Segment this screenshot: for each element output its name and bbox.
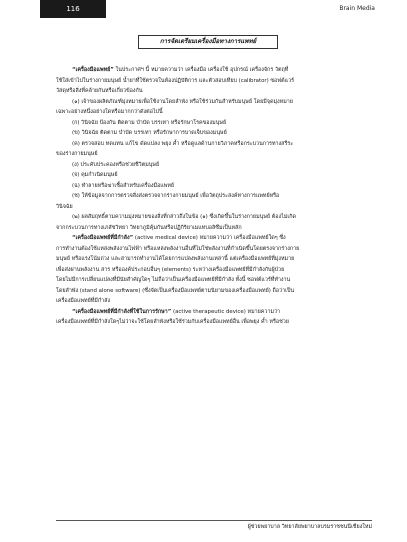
term-bold: “เครื่องมือแพทย์” — [72, 67, 114, 73]
text-line — [56, 149, 372, 160]
term-bold: “เครื่องมือแพทย์ที่มีกำลัง” — [72, 235, 134, 241]
line-text: จากกระบวนการทางเภสัชวิทยา วิทยาภูมิคุ้มกันหรือปฏิกิริยาเมแทบอลิซึมเป็นหลัก — [56, 224, 242, 231]
text-line — [56, 275, 372, 286]
line-text: วินิจฉัย — [56, 203, 73, 210]
line-text: การทำงานต้องใช้แหล่งพลังงานไฟฟ้า หรือแหล่งพลังงานอื่นที่ไม่ใช่พลังงานที่กำเนิดขึ้นโดยตรงจากร่างกาย — [56, 245, 300, 252]
text-line — [56, 317, 372, 328]
document-body — [56, 65, 372, 328]
text-line — [56, 265, 372, 276]
header-title: Brain Media — [339, 5, 375, 12]
page-header — [40, 0, 375, 18]
line-text: (จ) คุมกำเนิดมนุษย์ — [72, 172, 118, 178]
text-line — [56, 76, 372, 87]
text-line — [56, 254, 372, 265]
line-text: (ก) วินิจฉัย ป้องกัน ติดตาม บำบัด บรรเทา หรือรักษาโรคของมนุษย์ — [72, 119, 227, 126]
line-text: (ฉ) ทำลายหรือฆ่าเชื้อสำหรับเครื่องมือแพทย์ — [72, 182, 175, 189]
line-text: ของร่างกายมนุษย์ — [56, 151, 98, 157]
footer-text: ผู้ช่วยพยาบาล วิทยาลัยพยาบาลบรมราชชนนีเชียงใหม่ — [247, 524, 372, 530]
text-line — [56, 139, 372, 150]
text-line — [56, 286, 372, 297]
line-text: มนุษย์ หรือแรงโน้มถ่วง และสามารถทำงานได้โดยการแปลงพลังงานเหล่านี้ แต่เครื่องมือแพทย์ที่มุ่งหมาย — [56, 256, 295, 262]
text-line — [56, 107, 372, 118]
term-bold: “เครื่องมือแพทย์ที่มีกำลังที่ใช้ในการรักษา” — [72, 308, 172, 315]
text-line — [56, 244, 372, 255]
text-line — [56, 212, 372, 223]
text-line — [56, 296, 372, 307]
line-text: วัสดุหรือสิ่งที่คล้ายกันหรือเกี่ยวข้องกัน — [56, 88, 143, 94]
text-line — [56, 128, 372, 139]
text-line — [56, 307, 372, 318]
line-text: เฉพาะอย่างหนึ่งอย่างใดหรือมากกว่าดังต่อไปนี้ — [56, 109, 163, 115]
text-line — [56, 118, 372, 129]
line-text: (ช) ให้ข้อมูลจากการตรวจสิ่งส่งตรวจจากร่างกายมนุษย์ เพื่อวัตถุประสงค์ทางการแพทย์หรือ — [72, 193, 280, 199]
text-line — [56, 181, 372, 192]
line-text: (ง) ประคับประคองหรือช่วยชีวิตมนุษย์ — [72, 161, 160, 168]
footer-divider — [56, 520, 372, 521]
line-text: (active medical device) หมายความว่า เครื่องมือแพทย์ใดๆ ซึ่ง — [133, 235, 286, 241]
line-text: เครื่องมือแพทย์ที่มีกำลังใดๆไม่ว่าจะใช้โดยลำพังหรือใช้ร่วมกับเครื่องมือแพทย์อื่น เพื่อพยุง ค้ำ หรือช่วย — [56, 319, 289, 325]
section-title: การจัดเตรียมเครื่องมือทางการแพทย์ — [138, 35, 278, 49]
text-line — [56, 65, 372, 76]
text-line — [56, 160, 372, 171]
line-text: (ค) ตรวจสอบ ทดแทน แก้ไข ดัดแปลง พยุง ค้ำ หรือดูแลด้านกายวิภาคหรือกระบวนการทางสรีระ — [72, 140, 294, 147]
text-line — [56, 97, 372, 108]
line-text: โดยไม่มีการเปลี่ยนแปลงที่มีนัยสำคัญใดๆ ไม่ถือว่าเป็นเครื่องมือแพทย์ที่มีกำลัง ทั้งนี้ ซอฟต์แวร์ที่ทำงาน — [56, 277, 291, 283]
text-line — [56, 223, 372, 234]
page-number: 116 — [40, 0, 106, 18]
line-text: เพื่อส่งผ่านพลังงาน สาร หรือองค์ประกอบอื่นๆ (elements) ระหว่างเครื่องมือแพทย์ที่มีกำลังกับผู้ป่วย — [56, 266, 285, 273]
line-text: ในประกาศฯ นี้ หมายความว่า เครื่องมือ เครื่องใช้ อุปกรณ์ เครื่องจักร วัตถุที่ — [113, 67, 289, 73]
text-line — [56, 170, 372, 181]
line-text: (๑) เจ้าของผลิตภัณฑ์มุ่งหมายเพื่อใช้งานโดยลำพัง หรือใช้ร่วมกันสำหรับมนุษย์ โดยมีจุดมุ่งหมาย — [72, 98, 293, 105]
text-line — [56, 202, 372, 213]
line-text: (ข) วินิจฉัย ติดตาม บำบัด บรรเทา หรือรักษาการบาดเจ็บของมนุษย์ — [72, 130, 227, 136]
line-text: (active therapeutic device) หมายความว่า — [171, 308, 281, 315]
line-text: (๒) ผลสัมฤทธิ์ตามความมุ่งหมายของสิ่งที่กล่าวถึงในข้อ (๑) ซึ่งเกิดขึ้นในร่างกายมนุษย์ ต้องไม่เกิด — [72, 214, 296, 220]
text-line — [56, 86, 372, 97]
text-line — [56, 233, 372, 244]
line-text: เครื่องมือแพทย์ที่มีกำลัง — [56, 298, 111, 304]
line-text: โดยลำพัง (stand alone software) (ซึ่งจัดเป็นเครื่องมือแพทย์ตามนิยามของเครื่องมือแพทย์) ถือว่าเป็น — [56, 287, 295, 294]
line-text: ใช้ใส่เข้าไปในร่างกายมนุษย์ น้ำยาที่ใช้ตรวจในห้องปฏิบัติการ และตัวสอบเทียบ (calibrator) ซอฟต์แวร์ — [56, 77, 295, 84]
text-line — [56, 191, 372, 202]
